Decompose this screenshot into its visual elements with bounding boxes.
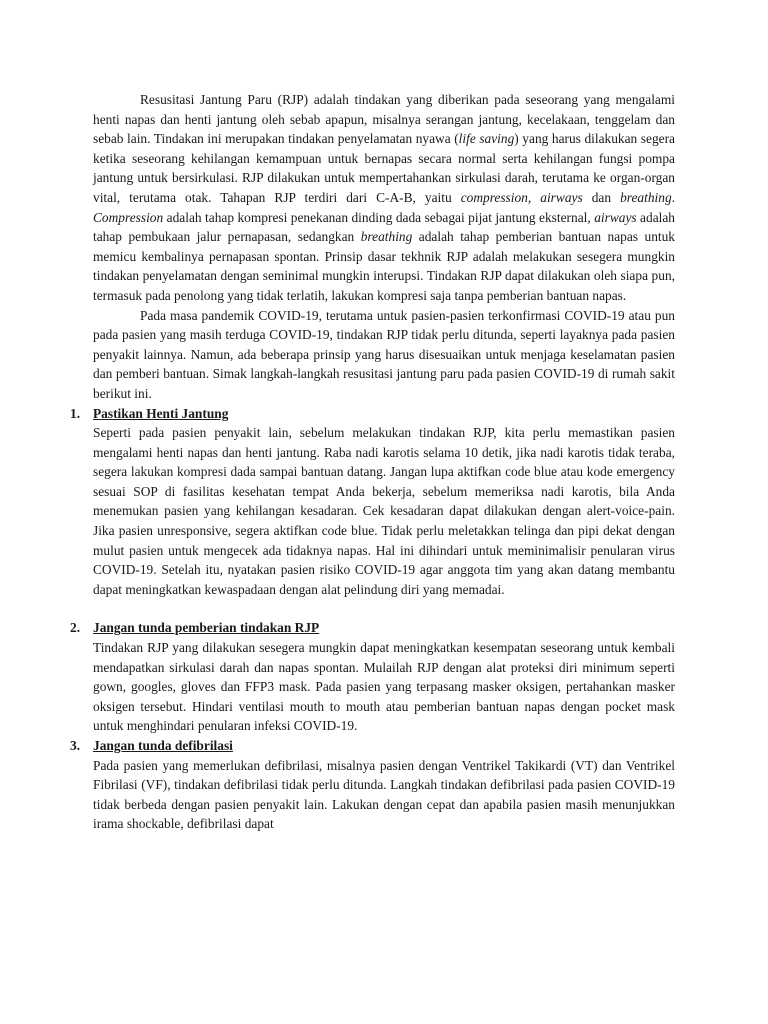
list-number: 1. (70, 405, 81, 421)
list-item-body: Tindakan RJP yang dilakukan sesegera mungkin dapat meningkatkan kesempatan seseorang untuk kembali mendapatkan sirkulasi darah dan napas spontan. Mulailah RJP dengan alat proteksi diri minimum seperti gown, googles, gloves dan FFP3 mask. Pada pasien yang terpasang masker oksigen, pertahankan masker oksigen tersebut. Hindari ventilasi mouth to mouth atau pemberian bantuan napas dengan pocket mask untuk menghindari penularan infeksi COVID-19. (93, 640, 675, 734)
list-item-title: Pastikan Henti Jantung (93, 405, 229, 421)
italic-term: life saving (458, 131, 515, 147)
italic-term: breathing (620, 189, 672, 205)
list-item (70, 618, 675, 736)
list-item-body: Pada pasien yang memerlukan defibrilasi, misalnya pasien dengan Ventrikel Takikardi (VT) dan Ventrikel Fibrilasi (VF), tindakan defibrilasi tidak perlu ditunda. Langkah tindakan defibrilasi pada pasien COVID-19 tidak berbeda dengan pasien penyakit lain. Lakukan dengan cepat dan apabila pasien masih menunjukkan irama shockable, defibrilasi dapat (93, 757, 675, 832)
text-run: Resusitasi Jantung Paru (RJP) adalah tindakan yang diberikan pada seseorang yang mengalami henti napas dan henti jantung oleh sebab apapun, misalnya serangan jantung, kecelakaan, tenggelam dan sebab lain. Tindakan ini merupakan tindakan penyelamatan nyawa ( (93, 92, 675, 147)
text-run: adalah tahap pemberian bantuan napas untuk memicu kembalinya pernapasan spontan. Prinsip dasar tekhnik RJP adalah melakukan sesegera mungkin tindakan penyelamatan dengan seminimal mungkin interupsi. Tindakan RJP dapat dilakukan oleh siapa pun, termasuk pada penolong yang tidak terlatih, lakukan kompresi saja tanpa pemberian bantuan napas. (93, 229, 675, 303)
text-run: . (671, 189, 675, 205)
list-item-heading (70, 736, 675, 756)
italic-term: breathing (360, 229, 413, 245)
intro-paragraph-1 (93, 90, 675, 306)
list-item (70, 404, 675, 600)
italic-term: compression, (460, 189, 532, 205)
text-run: dan (582, 189, 621, 205)
document-body (70, 90, 676, 834)
list-item-title: Jangan tunda pemberian tindakan RJP (93, 620, 320, 636)
list-item (70, 736, 675, 834)
text-run: ) yang harus dilakukan segera ketika seseorang kehilangan kemampuan untuk bernapas secara normal serta kehilangan fungsi pompa jantung untuk bersirkulasi. RJP dilakukan untuk mempertahankan sirkulasi darah, terutama ke organ-organ vital, terutama otak. Tahapan RJP terdiri dari C-A-B, yaitu (93, 131, 675, 205)
italic-term: airways (594, 209, 637, 225)
blank-line (93, 599, 675, 618)
list-item-heading (70, 404, 675, 424)
list-number: 3. (70, 738, 81, 753)
text-run: adalah tahap pembukaan jalur pernapasan, sedangkan (93, 209, 676, 245)
list-number: 2. (70, 620, 81, 636)
list-item-body: Seperti pada pasien penyakit lain, sebelum melakukan tindakan RJP, kita perlu memastikan pasien mengalami henti napas dan henti jantung. Raba nadi karotis selama 10 detik, jika nadi karotis tidak teraba, segera lakukan kompresi dada sampai bantuan datang. Jangan lupa aktifkan code blue atau kode emergency sesuai SOP di fasilitas kesehatan tempat Anda bekerja, sebelum memeriksa nadi karotis, bila Anda menemukan pasien yang kehilangan kesadaran. Cek kesadaran dapat dilakukan dengan alert-voice-pain. Jika pasien unresponsive, segera aktifkan code blue. Tidak perlu meletakkan telinga dan pipi dekat dengan mulut pasien untuk mengecek ada tidaknya napas. Hal ini dihindari untuk meminimalisir penularan virus COVID-19. Setelah itu, nyatakan pasien risiko COVID-19 agar anggota tim yang akan datang membantu dapat meningkatkan kewaspadaan dengan alat pelindung diri yang memadai. (93, 425, 675, 597)
text-run: adalah tahap kompresi penekanan dinding dada sebagai pijat jantung eksternal, (163, 209, 595, 225)
italic-term: airways (540, 189, 583, 205)
intro-paragraph-2: Pada masa pandemik COVID-19, terutama untuk pasien-pasien terkonfirmasi COVID-19 atau pun pada pasien yang masih terduga COVID-19, tindakan RJP tidak perlu ditunda, seperti layaknya pada pasien penyakit lainnya. Namun, ada beberapa prinsip yang harus disesuaikan untuk menjaga keselamatan pasien dan pemberi bantuan. Simak langkah-langkah resusitasi jantung paru pada pasien COVID-19 di rumah sakit berikut ini. (93, 307, 675, 401)
list-item-title: Jangan tunda defibrilasi (93, 738, 233, 753)
list-item-heading (70, 618, 675, 638)
italic-term: Compression (93, 209, 164, 225)
